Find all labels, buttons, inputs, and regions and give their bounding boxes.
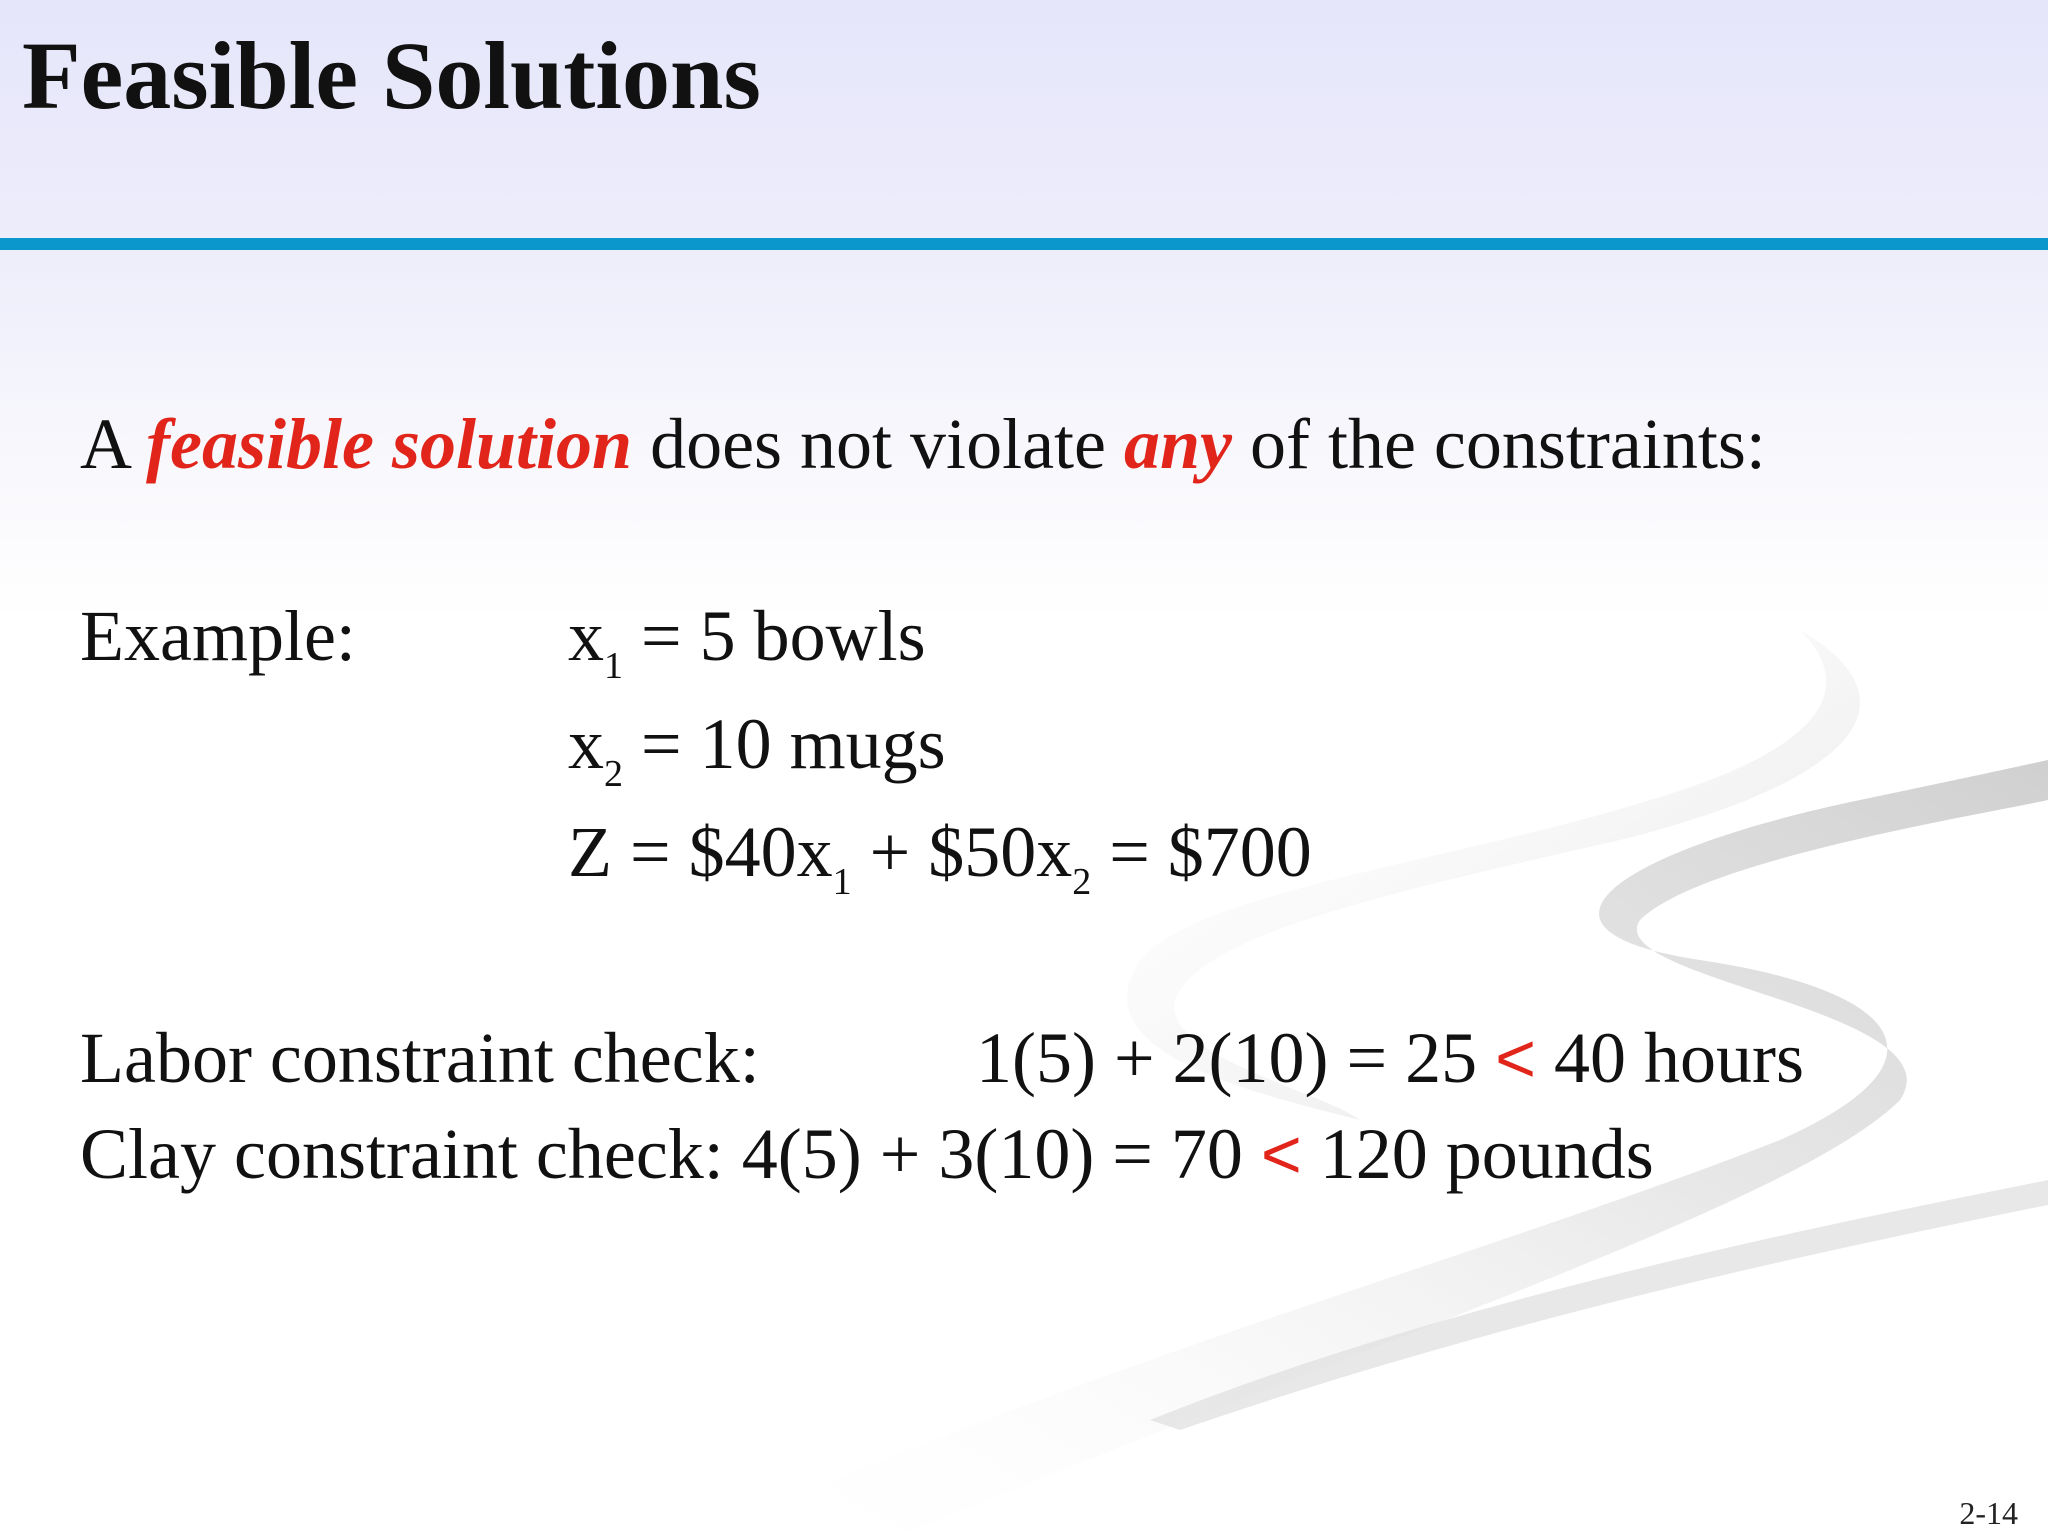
x2-variable: x: [568, 704, 604, 784]
clay-expression: 4(5) + 3(10) = 70: [741, 1114, 1243, 1194]
slide-title: Feasible Solutions: [22, 22, 761, 129]
x1-subscript: 1: [604, 645, 623, 687]
example-x1-line: [568, 596, 926, 687]
z-part1: Z = $40x: [568, 812, 833, 892]
definition-prefix: A: [80, 404, 129, 484]
example-label: Example:: [80, 596, 356, 676]
definition-suffix: of the constraints:: [1249, 404, 1766, 484]
definition-emphasis: any: [1123, 404, 1232, 484]
clay-limit: 120 pounds: [1319, 1114, 1654, 1194]
x1-variable: x: [568, 596, 604, 676]
x2-value: = 10 mugs: [641, 704, 946, 784]
labor-less-than: <: [1495, 1019, 1537, 1097]
x2-subscript: 2: [604, 753, 623, 795]
example-z-line: [568, 812, 1312, 903]
labor-expression: 1(5) + 2(10) = 25: [976, 1018, 1478, 1098]
labor-check-line: [976, 1018, 1805, 1098]
z-part3: = $700: [1109, 812, 1312, 892]
clay-check-label: Clay constraint check:: [80, 1114, 724, 1194]
example-x2-line: [568, 704, 946, 795]
definition-middle: does not violate: [650, 404, 1106, 484]
page-number: 2-14: [1959, 1495, 2018, 1531]
clay-check-line: [80, 1114, 1654, 1194]
z-part2: + $50x: [869, 812, 1073, 892]
title-divider: [0, 238, 2048, 250]
labor-limit: 40 hours: [1554, 1018, 1805, 1098]
x1-value: = 5 bowls: [641, 596, 926, 676]
labor-check-label: Labor constraint check:: [80, 1018, 760, 1098]
definition-term: feasible solution: [146, 404, 633, 484]
definition-line: [80, 404, 1766, 484]
clay-less-than: <: [1260, 1115, 1302, 1193]
z-subscript-2: 2: [1072, 861, 1092, 903]
z-subscript-1: 1: [832, 861, 852, 903]
